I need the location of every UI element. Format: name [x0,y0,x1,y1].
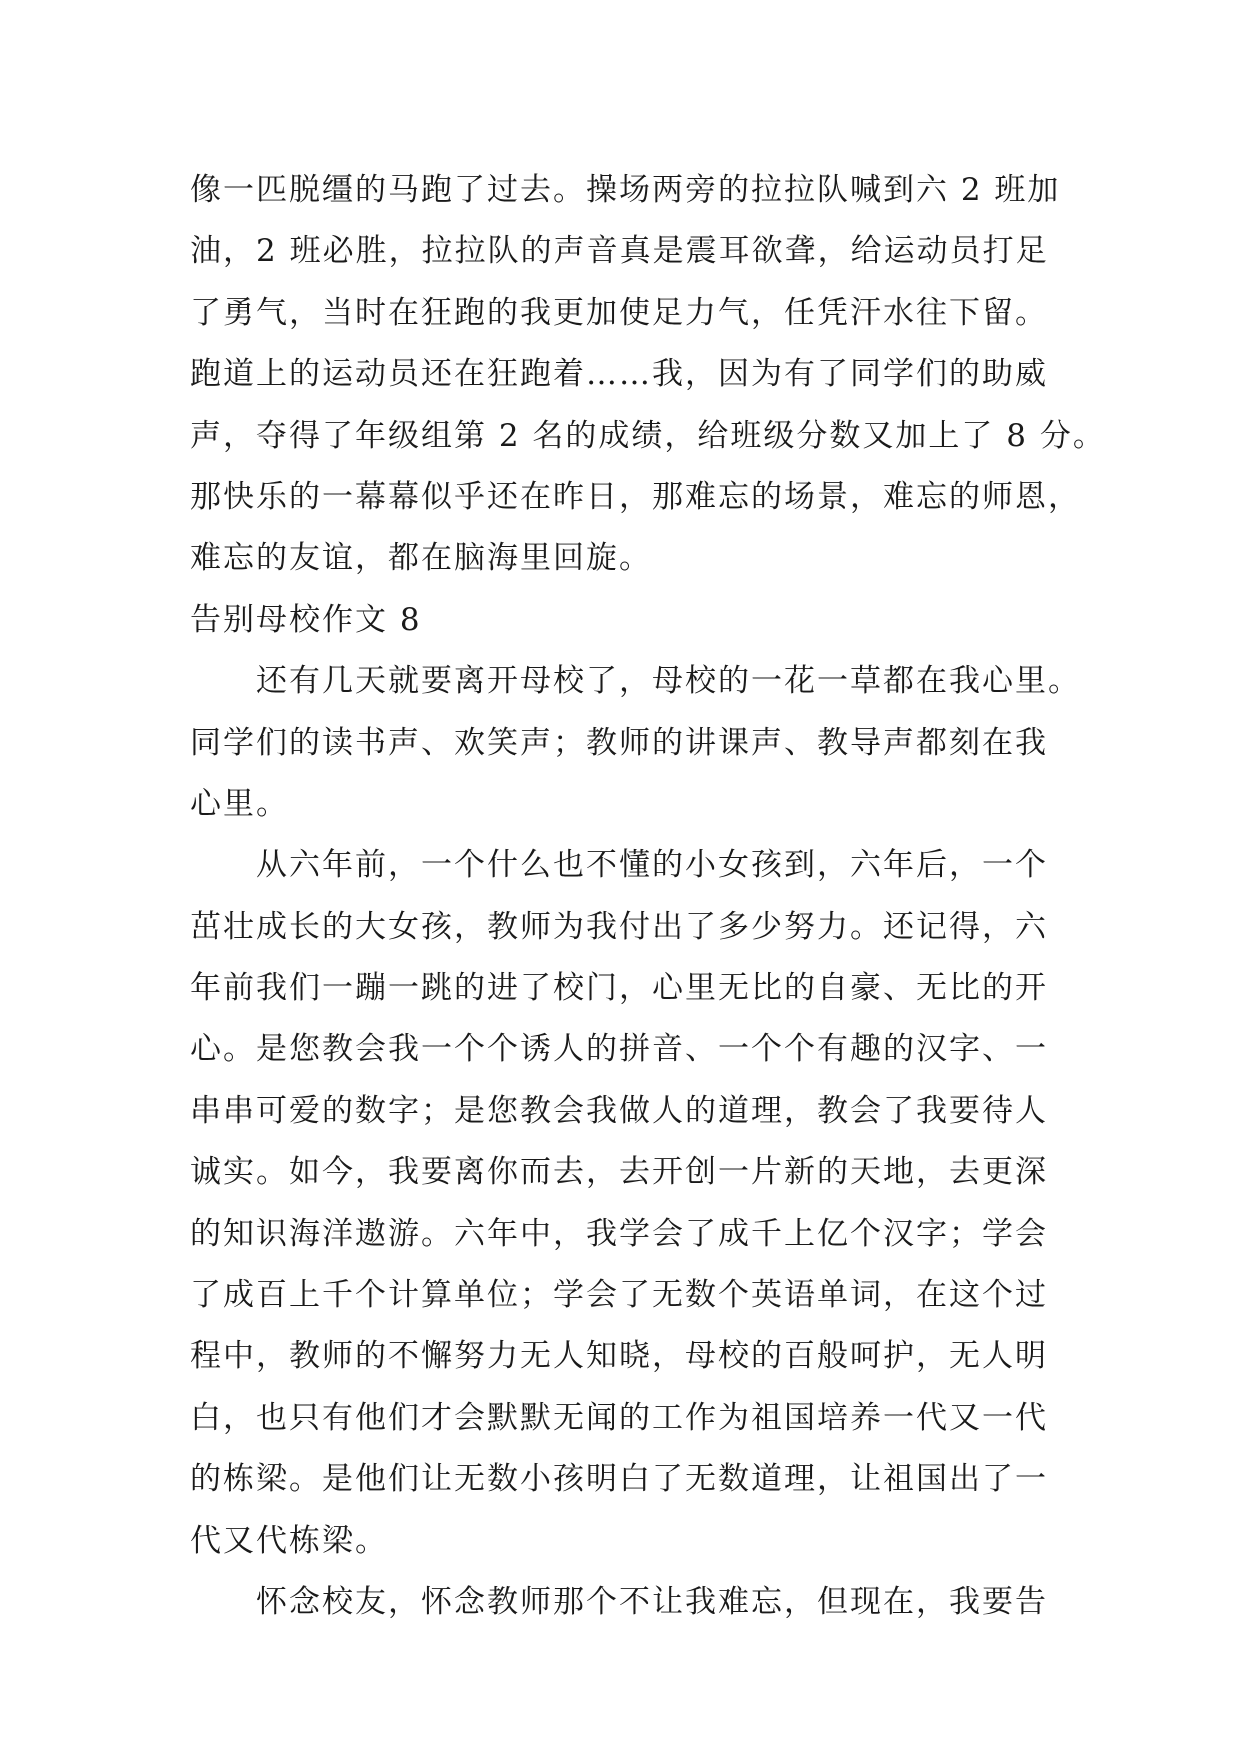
text-line: 心。是您教会我一个个诱人的拼音、一个个有趣的汉字、一 [190,1031,1048,1068]
text-line: 声，夺得了年级组第 2 名的成绩，给班级分数又加上了 8 分。 [190,417,1106,454]
text-line: 串串可爱的数字；是您教会我做人的道理，教会了我要待人 [190,1092,1048,1129]
paragraph-start-line: 还有几天就要离开母校了，母校的一花一草都在我心里。 [256,663,1081,700]
text-line: 年前我们一蹦一跳的进了校门，心里无比的自豪、无比的开 [190,970,1048,1007]
text-line: 跑道上的运动员还在狂跑着……我，因为有了同学们的助威 [190,356,1048,393]
paragraph-start-line: 从六年前，一个什么也不懂的小女孩到，六年后，一个 [256,847,1048,884]
text-line: 同学们的读书声、欢笑声；教师的讲课声、教导声都刻在我 [190,724,1048,761]
text-line: 心里。 [190,785,289,822]
text-line: 的栋梁。是他们让无数小孩明白了无数道理，让祖国出了一 [190,1461,1048,1498]
body-text [190,160,1106,1633]
text-line: 诚实。如今，我要离你而去，去开创一片新的天地，去更深 [190,1154,1048,1191]
text-line: 白，也只有他们才会默默无闻的工作为祖国培养一代又一代 [190,1399,1048,1436]
text-line: 那快乐的一幕幕似乎还在昨日，那难忘的场景，难忘的师恩， [190,478,1081,515]
text-line: 程中，教师的不懈努力无人知晓，母校的百般呵护，无人明 [190,1338,1048,1375]
paragraph-start-line: 怀念校友，怀念教师那个不让我难忘，但现在，我要告 [256,1583,1048,1620]
text-line: 了成百上千个计算单位；学会了无数个英语单词，在这个过 [190,1277,1048,1314]
section-heading: 告别母校作文 8 [190,601,422,638]
text-line: 代又代栋梁。 [190,1522,388,1559]
text-line: 茁壮成长的大女孩，教师为我付出了多少努力。还记得，六 [190,908,1048,945]
text-line: 了勇气，当时在狂跑的我更加使足力气，任凭汗水往下留。 [190,294,1048,331]
text-line: 像一匹脱缰的马跑了过去。操场两旁的拉拉队喊到六 2 班加 [190,172,1061,208]
text-line: 难忘的友谊，都在脑海里回旋。 [190,540,652,577]
text-line: 油，2 班必胜，拉拉队的声音真是震耳欲聋，给运动员打足 [190,233,1049,270]
text-line: 的知识海洋遨游。六年中，我学会了成千上亿个汉字；学会 [190,1215,1048,1252]
